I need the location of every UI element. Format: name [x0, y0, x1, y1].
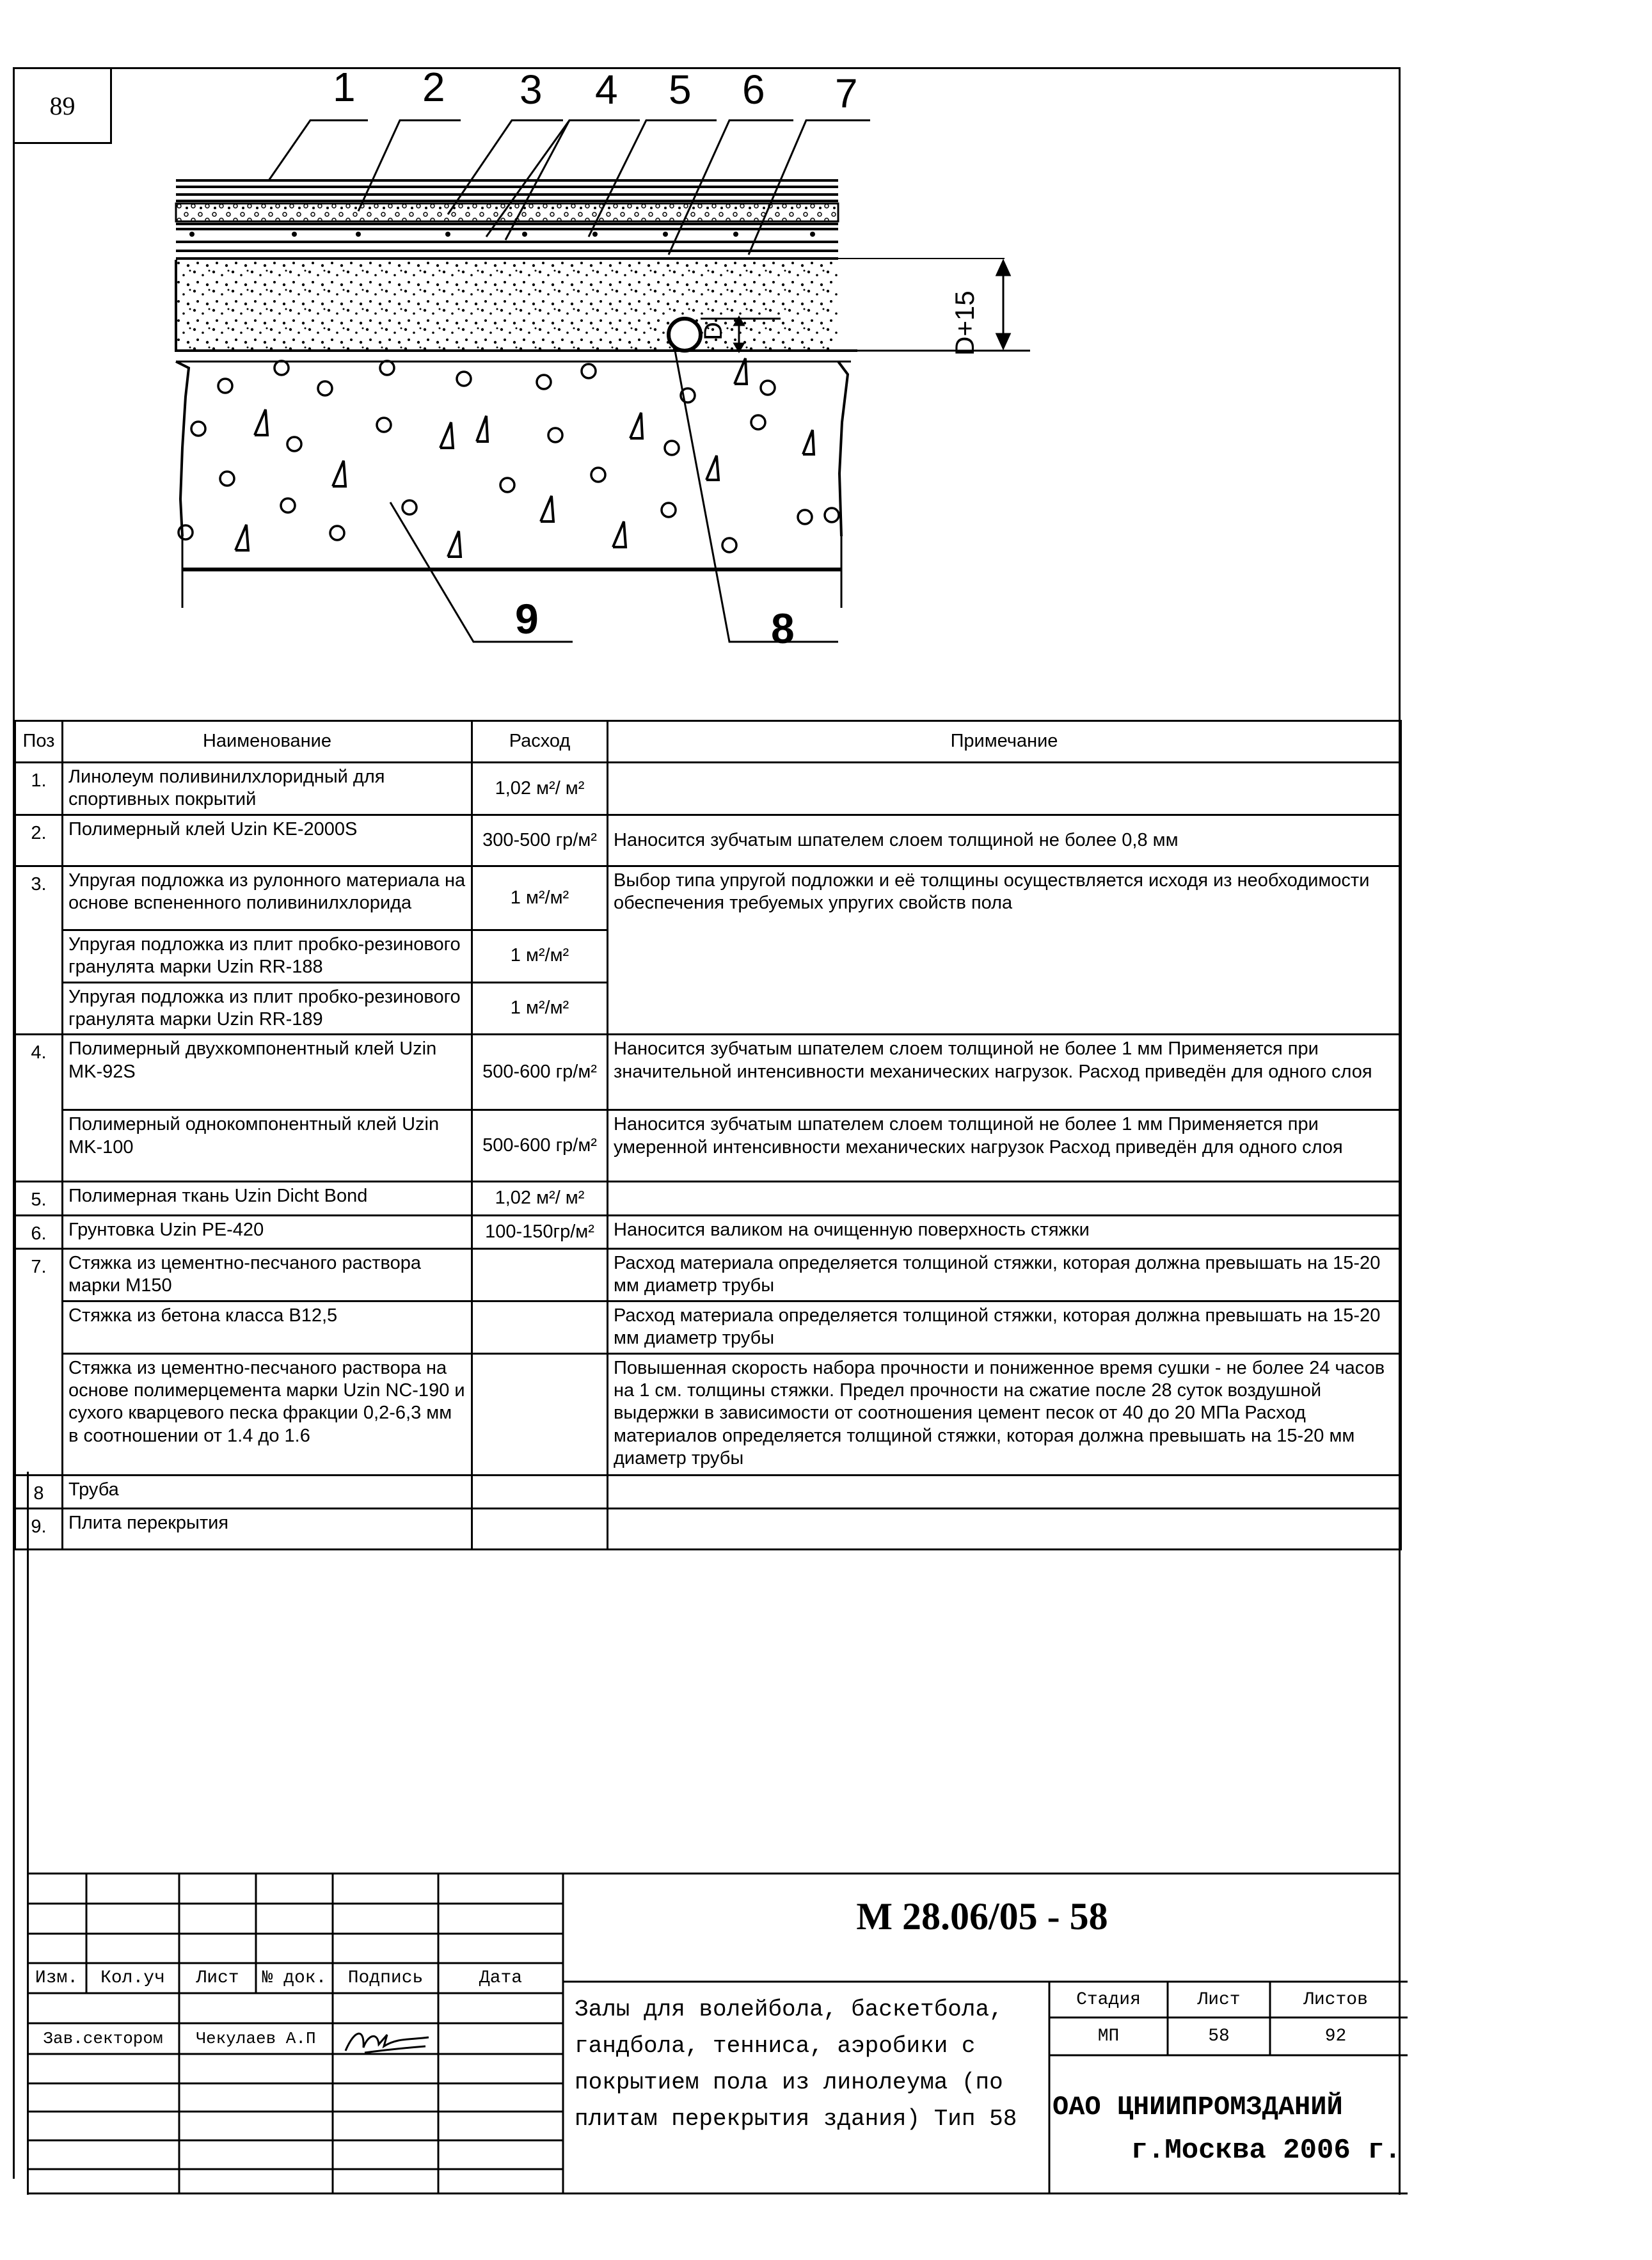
person-name: Чекулаев А.П	[196, 2029, 316, 2048]
callout-2: 2	[422, 64, 445, 110]
table-row: 6. Грунтовка Uzin PE-420 100-150гр/м² Наносится валиком на очищенную поверхность стяжки	[15, 1215, 1401, 1248]
col-header-list: Лист	[196, 1968, 239, 1988]
table-row: 2. Полимерный клей Uzin KE-2000S 300-500 гр/м² Наносится зубчатым шпателем слоем толщиной не более 0,8 мм	[15, 815, 1401, 866]
table-row: 1. Линолеум поливинилхлоридный для спортивных покрытий 1,02 м²/ м²	[15, 763, 1401, 815]
table-row: Упругая подложка из плит пробко-резинового гранулята марки Uzin RR-188 1 м²/м²	[15, 930, 1401, 982]
callout-6: 6	[742, 67, 765, 113]
callout-4: 4	[595, 67, 618, 113]
table-row: 5. Полимерная ткань Uzin Dicht Bond 1,02 м²/ м²	[15, 1182, 1401, 1215]
header-consumption: Расход	[472, 721, 608, 763]
callout-5: 5	[669, 67, 692, 113]
page-number: 89	[13, 67, 112, 144]
sheets-label: Листов	[1303, 1989, 1368, 2010]
callout-3: 3	[520, 67, 543, 113]
table-row: Стяжка из бетона класса В12,5 Расход материала определяется толщиной стяжки, которая должна превышать на 15-20 мм диаметр трубы	[15, 1301, 1401, 1353]
sheet-value: 58	[1208, 2026, 1230, 2046]
dim-pipe-label: D	[699, 322, 727, 340]
sheet-label: Лист	[1197, 1989, 1241, 2010]
table-row: 7. Стяжка из цементно-песчаного раствора марки М150 Расход материала определяется толщиной стяжки, которая должна превышать на 15-20 мм диаметр трубы	[15, 1249, 1401, 1301]
callout-7: 7	[835, 70, 858, 116]
table-row: Стяжка из цементно-песчаного раствора на основе полимерцемента марки Uzin NC-190 и сухого кварцевого песка фракции 0,2-6,3 мм в соотношении от 1.4 до 1.6 Повышенная скорость набора прочности и пониженное время сушки - не более 24 часов на 1 см. толщины стяжки. Предел прочности на сжатие после 28 суток воздушной выдержки в зависимости от соотношения цемент песок от 40 до 20 МПа Расход материалов определяется толщиной стяжки, которая должна превышать на 15-20 мм диаметр трубы	[15, 1353, 1401, 1475]
col-header-kol: Кол.уч	[100, 1968, 165, 1988]
header-pos: Поз	[15, 721, 63, 763]
doc-code: М 28.06/05 - 58	[856, 1895, 1108, 1938]
table-row: 3. Упругая подложка из рулонного материала на основе вспененного поливинилхлорида 1 м²/м² Выбор типа упругой подложки и её толщины осуществляется исходя из необходимости обеспечения требуемых упругих свойств пола	[15, 866, 1401, 930]
city-year: г.Москва 2006 г.	[1131, 2135, 1401, 2167]
sheets-value: 92	[1324, 2026, 1347, 2046]
table-row: 9. Плита перекрытия	[15, 1508, 1401, 1549]
header-name: Наименование	[63, 721, 472, 763]
dim-screed-label: D+15	[949, 290, 980, 356]
role-label: Зав.сектором	[43, 2029, 163, 2048]
table-row: Полимерный однокомпонентный клей Uzin MK-100 500-600 гр/м² Наносится зубчатым шпателем слоем толщиной не более 1 мм Применяется при умеренной интенсивности механических нагрузок Расход приведён для одного слоя	[15, 1110, 1401, 1182]
stage-label: Стадия	[1076, 1989, 1141, 2010]
col-header-izm: Изм.	[35, 1968, 79, 1988]
header-note: Примечание	[608, 721, 1401, 763]
project-description: Залы для волейбола, баскетбола, гандбола, тенниса, аэробики с покрытием пола из линолеума (по плитам перекрытия здания) Тип 58	[575, 1996, 1017, 2132]
col-header-doc: № док.	[262, 1968, 327, 1988]
callout-8: 8	[771, 605, 795, 652]
col-header-date: Дата	[479, 1968, 523, 1988]
organization-name: ОАО ЦНИИПРОМЗДАНИЙ	[1052, 2092, 1343, 2122]
signature-mark	[339, 2022, 435, 2057]
stage-value: МП	[1097, 2026, 1120, 2046]
table-row: 8 Труба	[15, 1475, 1401, 1508]
callout-9: 9	[515, 595, 539, 642]
table-row: Упругая подложка из плит пробко-резинового гранулята марки Uzin RR-189 1 м²/м²	[15, 982, 1401, 1035]
col-header-sign: Подпись	[347, 1968, 424, 1988]
table-row: 4. Полимерный двухкомпонентный клей Uzin MK-92S 500-600 гр/м² Наносится зубчатым шпателем слоем толщиной не более 1 мм Применяется при значительной интенсивности механических нагрузок. Расход приведён для одного слоя	[15, 1035, 1401, 1110]
callout-1: 1	[333, 64, 356, 110]
